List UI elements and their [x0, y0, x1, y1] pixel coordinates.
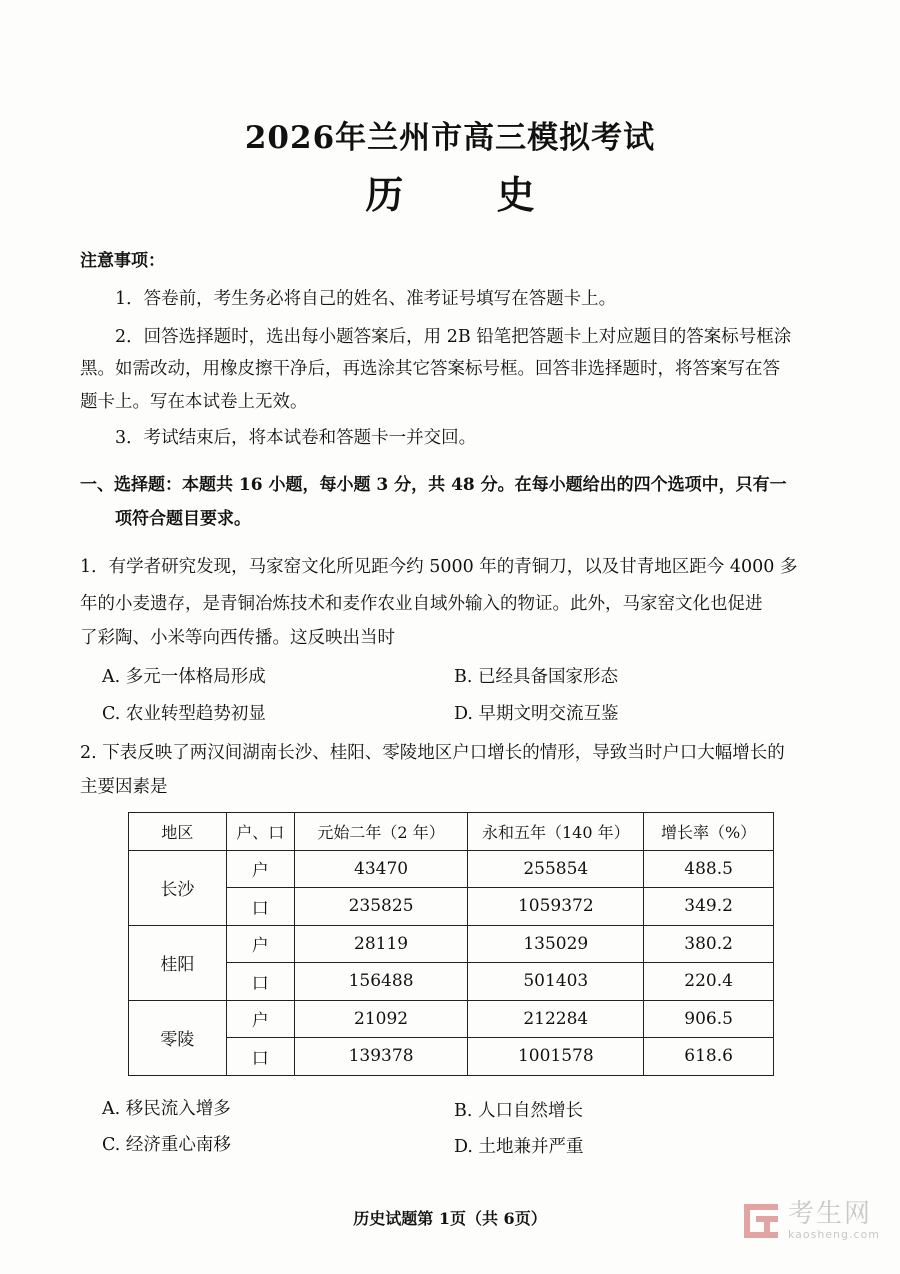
type-cell: 口 [226, 963, 294, 1001]
rate-cell: 349.2 [644, 888, 774, 926]
table-header-row [129, 813, 774, 851]
rate-cell: 220.4 [644, 963, 774, 1001]
section-heading-line-1: 一、选择题：本题共 16 小题，每小题 3 分，共 48 分。在每小题给出的四个选项中，只有一 [80, 475, 787, 495]
rate-cell: 906.5 [644, 1000, 774, 1038]
value-cell: 139378 [294, 1038, 468, 1076]
q1-option-d: D. 早期文明交流互鉴 [454, 704, 619, 724]
watermark-logo-icon [742, 1202, 780, 1240]
type-cell: 口 [226, 888, 294, 926]
rate-cell: 618.6 [644, 1038, 774, 1076]
exam-title: 2026年兰州市高三模拟考试 [244, 120, 656, 156]
q2-option-d: D. 土地兼并严重 [454, 1137, 584, 1157]
table-header: 增长率（%） [644, 813, 774, 851]
value-cell: 21092 [294, 1000, 468, 1038]
value-cell: 501403 [468, 963, 644, 1001]
q1-option-a: A. 多元一体格局形成 [102, 667, 266, 687]
q1-line-3: 了彩陶、小米等向西传播。这反映出当时 [80, 628, 395, 648]
subject-title: 历 史 [365, 172, 575, 217]
q2-option-a: A. 移民流入增多 [102, 1099, 231, 1119]
notice-line-5: 3．考试结束后，将本试卷和答题卡一并交回。 [115, 428, 477, 448]
value-cell: 1001578 [468, 1038, 644, 1076]
type-cell: 户 [226, 925, 294, 963]
table-header: 地区 [129, 813, 227, 851]
notice-heading: 注意事项： [80, 251, 165, 271]
table-row [129, 1000, 774, 1038]
q2-line-2: 主要因素是 [80, 777, 168, 797]
region-cell: 桂阳 [129, 925, 227, 1000]
value-cell: 255854 [468, 850, 644, 888]
region-cell: 长沙 [129, 850, 227, 925]
value-cell: 135029 [468, 925, 644, 963]
value-cell: 28119 [294, 925, 468, 963]
notice-line-4: 题卡上。写在本试卷上无效。 [80, 392, 308, 412]
notice-line-3: 黑。如需改动，用橡皮擦干净后，再选涂其它答案标号框。回答非选择题时，将答案写在答 [80, 359, 780, 379]
table-row [129, 925, 774, 963]
table-header: 元始二年（2 年） [294, 813, 468, 851]
value-cell: 235825 [294, 888, 468, 926]
region-cell: 零陵 [129, 1000, 227, 1075]
value-cell: 212284 [468, 1000, 644, 1038]
q2-line-1: 2. 下表反映了两汉间湖南长沙、桂阳、零陵地区户口增长的情形，导致当时户口大幅增长的 [80, 743, 785, 763]
value-cell: 156488 [294, 963, 468, 1001]
type-cell: 口 [226, 1038, 294, 1076]
q1-option-b: B. 已经具备国家形态 [454, 667, 618, 687]
population-table [128, 812, 774, 1076]
q1-line-1: 1．有学者研究发现，马家窑文化所见距今约 5000 年的青铜刀，以及甘青地区距今 4000 多 [80, 557, 798, 577]
value-cell: 1059372 [468, 888, 644, 926]
watermark-url: kaosheng.com [787, 1228, 880, 1241]
q1-line-2: 年的小麦遗存，是青铜冶炼技术和麦作农业自域外输入的物证。此外，马家窑文化也促进 [80, 594, 763, 614]
type-cell: 户 [226, 1000, 294, 1038]
table-header: 户、口 [226, 813, 294, 851]
q2-option-c: C. 经济重心南移 [102, 1135, 231, 1155]
notice-line-1: 1．答卷前，考生务必将自己的姓名、准考证号填写在答题卡上。 [115, 289, 617, 309]
page-footer: 历史试题第 1页（共 6页） [353, 1209, 547, 1228]
rate-cell: 488.5 [644, 850, 774, 888]
q1-option-c: C. 农业转型趋势初显 [102, 704, 266, 724]
value-cell: 43470 [294, 850, 468, 888]
q2-option-b: B. 人口自然增长 [454, 1101, 583, 1121]
table-row [129, 850, 774, 888]
watermark [742, 1200, 880, 1241]
watermark-name: 考生网 [787, 1199, 872, 1229]
rate-cell: 380.2 [644, 925, 774, 963]
type-cell: 户 [226, 850, 294, 888]
notice-line-2: 2．回答选择题时，选出每小题答案后，用 2B 铅笔把答题卡上对应题目的答案标号框涂 [115, 327, 792, 347]
table-header: 永和五年（140 年） [468, 813, 644, 851]
section-heading-line-2: 项符合题目要求。 [115, 509, 251, 529]
